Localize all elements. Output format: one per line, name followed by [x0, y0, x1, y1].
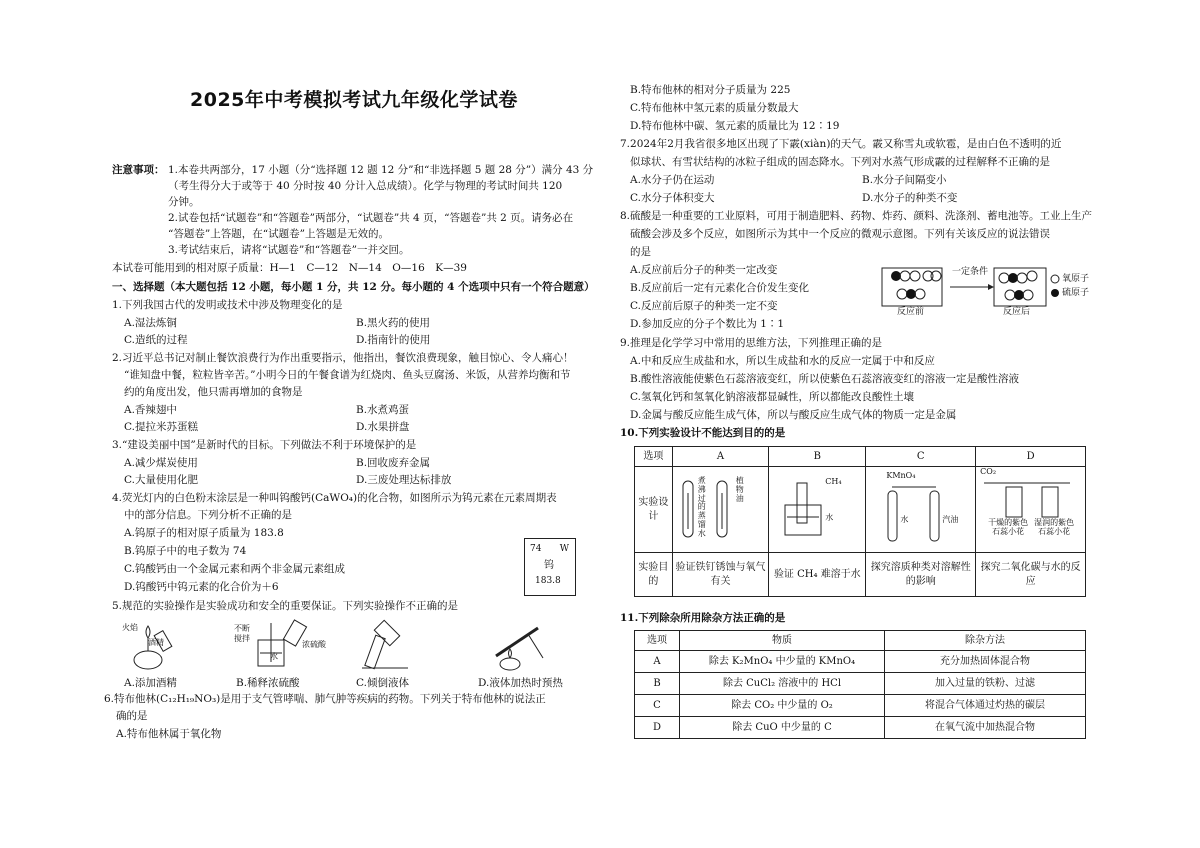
option-a: A.反应前后分子的种类一定改变: [630, 264, 778, 276]
option-c: C.氢氧化钙和氢氧化钠溶液都显碱性，所以都能改良酸性土壤: [630, 391, 914, 403]
option-a: A.减少煤炭使用: [124, 457, 198, 469]
element-mass: 183.8: [535, 576, 561, 586]
row-key: C: [635, 695, 680, 717]
notes-line: “答题卷”上答题，在“试题卷”上答题是无效的。: [168, 228, 389, 240]
figure-label: 不断: [234, 624, 250, 633]
element-tile: [524, 538, 576, 596]
option-b: B.水分子间隔变小: [862, 174, 947, 186]
figure-label: 酒精: [148, 638, 164, 647]
design-a: [672, 467, 769, 553]
experiment-table: [634, 446, 1086, 597]
question-8-stem: 的是: [630, 246, 651, 258]
goal-cell: 验证铁钉锈蚀与氧气有关: [672, 553, 769, 597]
row-material: 除去 CuCl₂ 溶液中的 HCl: [680, 673, 885, 695]
question-6-stem: 6.特布他林(C₁₂H₁₉NO₃)是用于支气管哮喘、肺气肿等疾病的药物。下列关于特布他林的说法正: [104, 693, 546, 705]
table-header: 选项: [635, 447, 673, 467]
question-9-stem: 9.推理是化学学习中常用的思维方法，下列推理正确的是: [620, 337, 883, 349]
table-header: B: [769, 447, 866, 467]
dissolve-figure: [876, 477, 966, 547]
figure-label: 植物油: [735, 476, 744, 503]
atomic-mass-line: 本试卷可能用到的相对原子质量：H—1 C—12 N—14 O—16 K—39: [112, 262, 467, 274]
notes-line: 3.考试结束后，请将“试题卷”和“答题卷”一并交回。: [168, 244, 410, 256]
question-1-stem: 1.下列我国古代的发明或技术中涉及物理变化的是: [112, 299, 343, 311]
option-d: D.水分子的种类不变: [862, 192, 958, 204]
pouring-figure: [362, 620, 408, 668]
table-row: [635, 673, 1086, 695]
figure-label: 火焰: [122, 623, 138, 632]
option-d: D.三废处理达标排放: [356, 474, 452, 486]
question-6-stem: 确的是: [116, 710, 148, 722]
option-b: B.回收废弃金属: [356, 457, 431, 469]
design-b: [769, 467, 866, 553]
option-a: A.水分子仍在运动: [630, 174, 715, 186]
question-7-stem: 7.2024年2月我省很多地区出现了下霰(xiàn)的天气。霰又称雪丸或软雹，是由白色不透明的近: [620, 138, 1062, 150]
dilution-figure: [258, 620, 307, 666]
option-a: A.湿法炼铜: [124, 317, 177, 329]
option-b: B.特布他林的相对分子质量为 225: [630, 84, 791, 96]
option-a: A.中和反应生成盐和水，所以生成盐和水的反应一定属于中和反应: [630, 355, 935, 367]
table-header: 物质: [680, 631, 885, 651]
design-c: [866, 467, 976, 553]
question-2-stem: “谁知盘中餐，粒粒皆辛苦。”小明今日的午餐食谱为红烧肉、鱼头豆腐汤、米饭，从营养均衡和节: [124, 369, 571, 381]
option-a: A.钨原子的相对原子质量为 183.8: [124, 527, 284, 539]
table-header: 除杂方法: [885, 631, 1086, 651]
figure-label: 水: [900, 515, 909, 524]
question-8-stem: 8.硫酸是一种重要的工业原料，可用于制造肥料、药物、炸药、颜料、洗涤剂、蓄电池等。工业上生产: [620, 210, 1093, 222]
goal-cell: 验证 CH₄ 难溶于水: [769, 553, 866, 597]
option-c: C.钨酸钙由一个金属元素和两个非金属元素组成: [124, 563, 345, 575]
figure-label: 浓硫酸: [302, 640, 326, 649]
diagram-condition: 一定条件: [952, 267, 989, 277]
option-d: D.参加反应的分子个数比为 1∶1: [630, 318, 785, 330]
row-method: 在氧气流中加热混合物: [885, 717, 1086, 739]
figure-label: 水: [270, 652, 278, 661]
question-5-stem: 5.规范的实验操作是实验成功和安全的重要保证。下列实验操作不正确的是: [112, 600, 459, 612]
row-method: 将混合气体通过灼热的碳层: [885, 695, 1086, 717]
option-a: A.特布他林属于氧化物: [116, 728, 222, 740]
notes-line: 2.试卷包括“试题卷”和“答题卷”两部分，“试题卷”共 4 页，“答题卷”共 2 页。请务必在: [168, 212, 574, 224]
option-c: C.倾倒液体: [356, 677, 409, 689]
figure-label: 煮沸过的蒸馏水: [697, 476, 706, 538]
option-c: C.水分子体积变大: [630, 192, 715, 204]
question-10-stem: 10.下列实验设计不能达到目的的是: [620, 427, 786, 439]
diagram-after-label: 反应后: [1003, 307, 1031, 317]
row-key: B: [635, 673, 680, 695]
row-material: 除去 K₂MnO₄ 中少量的 KMnO₄: [680, 651, 885, 673]
row-material: 除去 CO₂ 中少量的 O₂: [680, 695, 885, 717]
option-b: B.反应前后一定有元素化合价发生变化: [630, 282, 810, 294]
legend-sulfur: 硫原子: [1062, 288, 1090, 298]
notes-line: （考生得分大于或等于 40 分时按 40 分计入总成绩）。化学与物理的考试时间共 120: [168, 180, 563, 192]
row-key: D: [635, 717, 680, 739]
option-d: D.指南针的使用: [356, 334, 431, 346]
notes-line: 分钟。: [168, 196, 200, 208]
table-row: [635, 717, 1086, 739]
question-11-stem: 11.下列除杂所用除杂方法正确的是: [620, 612, 786, 624]
diagram-before-label: 反应前: [897, 307, 925, 317]
question-2-stem: 2.习近平总书记对制止餐饮浪费行为作出重要指示，他指出，餐饮浪费现象，触目惊心、令人痛心！: [112, 352, 574, 364]
option-d: D.钨酸钙中钨元素的化合价为＋6: [124, 581, 279, 593]
element-name: 钨: [544, 560, 554, 571]
figure-label: 水: [825, 513, 834, 522]
question-4-stem: 中的部分信息。下列分析不正确的是: [124, 509, 292, 521]
option-c: C.特布他林中氢元素的质量分数最大: [630, 102, 799, 114]
row-label: 实验设计: [635, 467, 673, 553]
figure-label: KMnO₄: [886, 471, 916, 480]
option-d: D.金属与酸反应能生成气体，所以与酸反应生成气体的物质一定是金属: [630, 409, 957, 421]
notes-line: 1.本卷共两部分，17 小题（分“选择题 12 题 12 分”和“非选择题 5 题 28 分”）满分 43 分: [168, 164, 594, 176]
figure-label: CH₄: [825, 477, 842, 486]
question-7-stem: 似球状、有雪状结构的冰粒子组成的固态降水。下列对水蒸气形成霰的过程解释不正确的是: [630, 156, 1050, 168]
option-d: D.水果拼盘: [356, 421, 410, 433]
row-material: 除去 CuO 中少量的 C: [680, 717, 885, 739]
option-b: B.钨原子中的电子数为 74: [124, 545, 247, 557]
notes-label: 注意事项：: [112, 164, 165, 176]
legend-oxygen: 氧原子: [1062, 274, 1090, 284]
page-title: 2025年中考模拟考试九年级化学试卷: [190, 89, 518, 111]
option-a: A.香辣翅中: [124, 404, 177, 416]
element-number: 74: [530, 544, 542, 554]
figure-label: 湿润的紫色石蕊小花: [1034, 518, 1075, 536]
table-row: [635, 695, 1086, 717]
table-header: A: [672, 447, 769, 467]
option-b: B.水煮鸡蛋: [356, 404, 410, 416]
goal-cell: 探究二氧化碳与水的反应: [976, 553, 1086, 597]
figure-label: CO₂: [980, 467, 997, 476]
option-c: C.大量使用化肥: [124, 474, 198, 486]
purification-table: [634, 630, 1086, 739]
figure-label: 干燥的紫色石蕊小花: [988, 518, 1029, 536]
row-label: 实验目的: [635, 553, 673, 597]
option-b: B.酸性溶液能使紫色石蕊溶液变红，所以使紫色石蕊溶液变红的溶液一定是酸性溶液: [630, 373, 1020, 385]
design-d: [976, 467, 1086, 553]
option-b: B.黑火药的使用: [356, 317, 431, 329]
figure-label: 汽油: [942, 515, 959, 524]
heating-figure: [496, 628, 543, 670]
option-c: C.提拉米苏蛋糕: [124, 421, 198, 433]
question-8-stem: 硫酸会涉及多个反应，如图所示为其中一个反应的微观示意图。下列有关该反应的说法错误: [630, 228, 1050, 240]
co2-flower-figure: [980, 473, 1080, 523]
goal-cell: 探究溶质种类对溶解性的影响: [866, 553, 976, 597]
lab-operations-figure: [118, 618, 558, 674]
figure-label: 搅拌: [234, 634, 250, 643]
question-4-stem: 4.荧光灯内的白色粉末涂层是一种叫钨酸钙(CaWO₄)的化合物，如图所示为钨元素在元素周期表: [112, 492, 557, 504]
section-heading: 一、选择题（本大题包括 12 小题，每小题 1 分，共 12 分。每小题的 4 个选项中只有一个符合题意）: [112, 281, 595, 293]
element-symbol: W: [559, 544, 569, 554]
row-method: 充分加热固体混合物: [885, 651, 1086, 673]
table-header: C: [866, 447, 976, 467]
option-a: A.添加酒精: [124, 677, 177, 689]
question-3-stem: 3.“建设美丽中国”是新时代的目标。下列做法不利于环境保护的是: [112, 439, 417, 451]
option-c: C.反应前后原子的种类一定不变: [630, 300, 778, 312]
table-row: [635, 651, 1086, 673]
row-key: A: [635, 651, 680, 673]
option-d: D.液体加热时预热: [478, 677, 563, 689]
row-method: 加入过量的铁粉、过滤: [885, 673, 1086, 695]
table-header: D: [976, 447, 1086, 467]
question-2-stem: 约的角度出发，他只需再增加的食物是: [124, 386, 303, 398]
option-c: C.造纸的过程: [124, 334, 188, 346]
option-d: D.特布他林中碳、氢元素的质量比为 12∶19: [630, 120, 840, 132]
option-b: B.稀释浓硫酸: [236, 677, 300, 689]
table-header: 选项: [635, 631, 680, 651]
